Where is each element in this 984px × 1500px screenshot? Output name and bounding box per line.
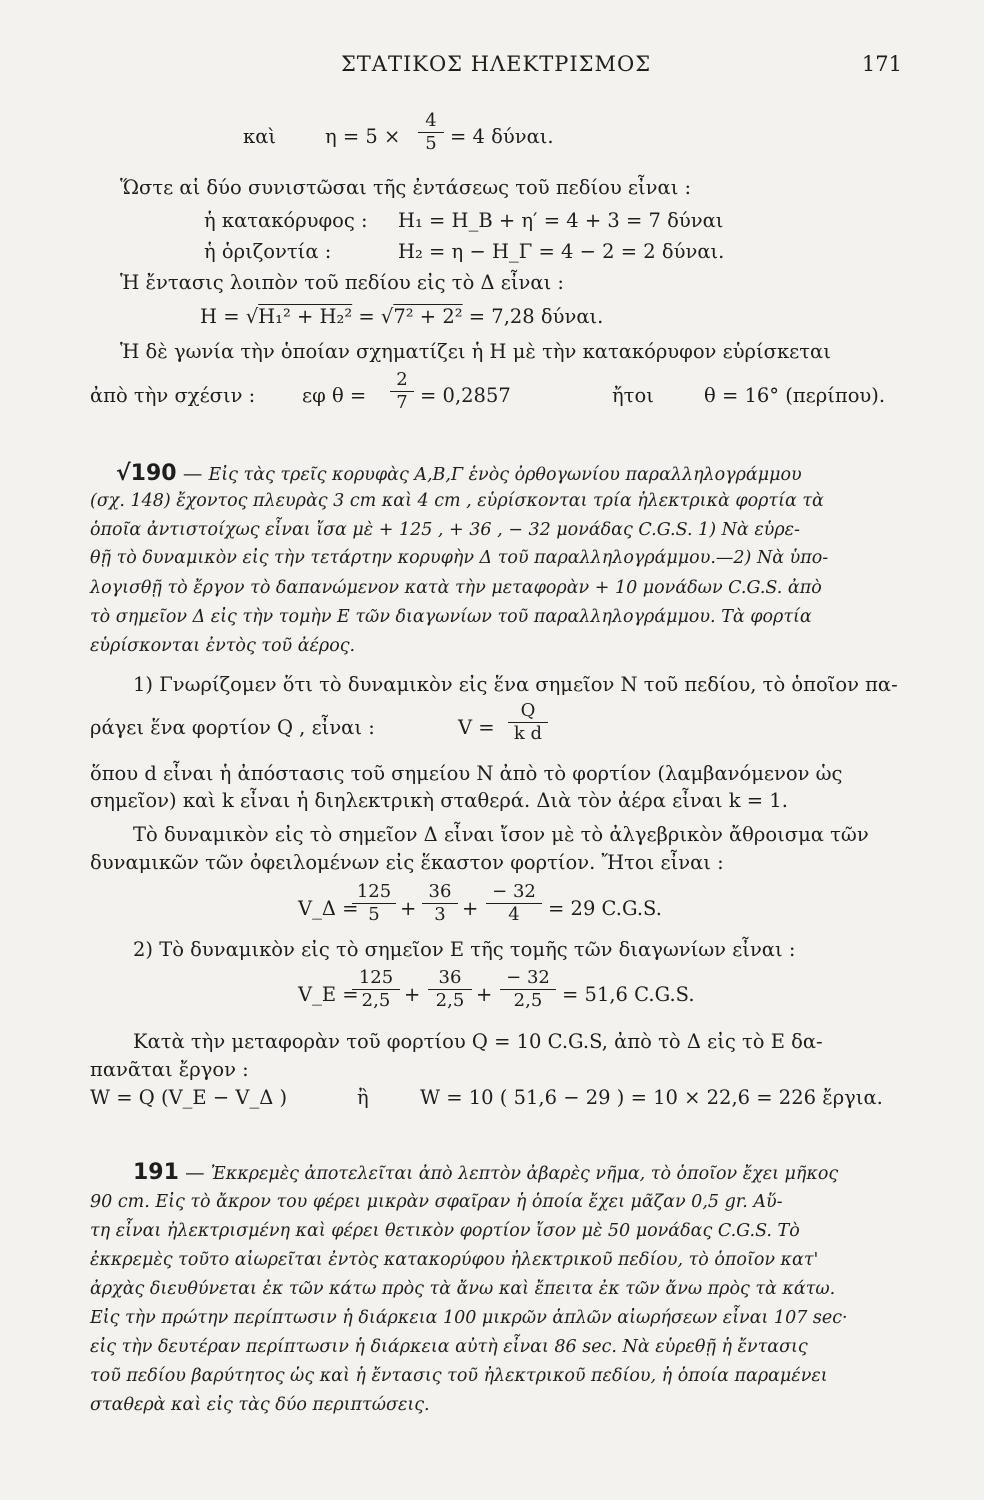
- problem-text: θῇ τὸ δυναμικὸν εἰς τὴν τετάρτην κορυφὴν Δ τοῦ παραλληλογράμμου.—2) Νὰ ὑπο-: [90, 548, 829, 568]
- plus-sign: +: [404, 983, 421, 1006]
- problem-text: εἰς τὴν δευτέραν περίπτωσιν ἡ διάρκεια αὐτὴ εἶναι 86 sec. Νὰ εὑρεθῇ ἡ ἔντασις: [90, 1337, 808, 1357]
- problem-191-line: [133, 1160, 838, 1186]
- equation: V_Δ =: [298, 897, 359, 920]
- equation: H₁ = H_B + η′ = 4 + 3 = 7 δύναι: [398, 209, 724, 232]
- equation: = 51,6 C.G.S.: [562, 983, 695, 1006]
- equation: θ = 16° (περίπου).: [704, 384, 886, 407]
- problem-text: Εἰς τὴν πρώτην περίπτωσιν ἡ διάρκεια 100 μικρῶν ἁπλῶν αἰωρήσεων εἶναι 107 sec·: [90, 1308, 848, 1328]
- text-line: ἢ: [357, 1086, 369, 1109]
- equation: [200, 305, 603, 328]
- numerator: 125: [352, 969, 400, 990]
- running-title: ΣΤΑΤΙΚΟΣ ΗΛΕΚΤΡΙΣΜΟΣ: [340, 52, 652, 76]
- page-header: [90, 52, 902, 92]
- equation: H₂ = η − H_Γ = 4 − 2 = 2 δύναι.: [398, 240, 725, 263]
- problem-text: 90 cm. Εἰς τὸ ἄκρον του φέρει μικρὰν σφαῖραν ἡ ὁποία ἔχει μᾶζαν 0,5 gr. Αὕ-: [90, 1192, 783, 1212]
- denominator: 3: [434, 904, 446, 925]
- text-line: ράγει ἕνα φορτίον Q , εἶναι :: [90, 716, 375, 739]
- plus-sign: +: [400, 897, 417, 920]
- text-line: 2) Τὸ δυναμικὸν εἰς τὸ σημεῖον Ε τῆς τομῆς τῶν διαγωνίων εἶναι :: [133, 938, 796, 961]
- text-line: ἡ ὁριζοντία :: [204, 240, 332, 263]
- fraction: [390, 371, 414, 412]
- dash: —: [182, 462, 203, 485]
- sqrt-sign: = √: [358, 305, 394, 328]
- equation: W = Q (V_E − V_Δ ): [90, 1086, 288, 1109]
- page-number: 171: [861, 52, 902, 76]
- denominator: 4: [508, 904, 520, 925]
- denominator: 5: [368, 904, 380, 925]
- fraction: [352, 969, 400, 1010]
- numerator: 36: [428, 969, 472, 990]
- problem-text: σταθερὰ καὶ εἰς τὰς δύο περιπτώσεις.: [90, 1395, 430, 1415]
- problem-190-line: [116, 461, 802, 487]
- radicand: 7² + 2²: [393, 305, 463, 328]
- denominator: 2,5: [435, 990, 465, 1011]
- result: = 7,28 δύναι.: [468, 305, 604, 328]
- fraction: [428, 969, 472, 1010]
- equation: V =: [458, 716, 495, 739]
- denominator: 2,5: [361, 990, 391, 1011]
- problem-text: Εἰς τὰς τρεῖς κορυφὰς Α,Β,Γ ἑνὸς ὀρθογωνίου παραλληλογράμμου: [208, 465, 802, 485]
- problem-text: ὁποῖα ἀντιστοίχως εἶναι ἴσα μὲ + 125 , + 36 , − 32 μονάδας C.G.S. 1) Νὰ εὑρε-: [90, 520, 800, 540]
- numerator: Q: [508, 702, 548, 723]
- problem-text: εὑρίσκονται ἐντὸς τοῦ ἀέρος.: [90, 636, 356, 656]
- plus-sign: +: [476, 983, 493, 1006]
- problem-text: Ἐκκρεμὲς ἀποτελεῖται ἀπὸ λεπτὸν ἀβαρὲς νῆμα, τὸ ὁποῖον ἔχει μῆκος: [210, 1164, 839, 1184]
- equation: = 0,2857: [420, 384, 511, 407]
- text-line: Κατὰ τὴν μεταφορὰν τοῦ φορτίου Q = 10 C.G.S, ἀπὸ τὸ Δ εἰς τὸ Ε δα-: [133, 1030, 823, 1053]
- numerator: − 32: [500, 969, 556, 990]
- numerator: − 32: [486, 883, 542, 904]
- problem-text: λογισθῇ τὸ ἔργον τὸ δαπανώμενον κατὰ τὴν μεταφορὰν + 10 μονάδων C.G.S. ἀπὸ: [90, 578, 822, 598]
- equation: W = 10 ( 51,6 − 29 ) = 10 × 22,6 = 226 ἔργια.: [420, 1086, 883, 1109]
- text-line: καὶ: [243, 125, 277, 148]
- problem-text: τὸ σημεῖον Δ εἰς τὴν τομὴν Ε τῶν διαγωνίων τοῦ παραλληλογράμμου. Τὰ φορτία: [90, 607, 812, 627]
- denominator: 2,5: [513, 990, 543, 1011]
- problem-text: (σχ. 148) ἔχοντος πλευρὰς 3 cm καὶ 4 cm , εὑρίσκονται τρία ἠλεκτρικὰ φορτία τὰ: [90, 491, 824, 511]
- problem-number: 191: [133, 1160, 179, 1185]
- text-line: Ἡ ἔντασις λοιπὸν τοῦ πεδίου εἰς τὸ Δ εἶναι :: [120, 271, 564, 294]
- radicand: H₁² + H₂²: [258, 305, 353, 328]
- denominator: 7: [396, 392, 408, 413]
- text-line: ὅπου d εἶναι ἡ ἀπόστασις τοῦ σημείου N ἀπὸ τὸ φορτίον (λαμβανόμενον ὡς: [90, 762, 843, 785]
- problem-text: ἀρχὰς διευθύνεται ἐκ τῶν κάτω πρὸς τὰ ἄνω καὶ ἔπειτα ἐκ τῶν ἄνω πρὸς τὰ κάτω.: [90, 1279, 836, 1299]
- plus-sign: +: [462, 897, 479, 920]
- fraction: [422, 883, 458, 924]
- text-line: πανᾶται ἔργον :: [90, 1058, 249, 1081]
- text-line: Ἡ δὲ γωνία τὴν ὁποίαν σχηματίζει ἡ H μὲ τὴν κατακόρυφον εὑρίσκεται: [120, 340, 831, 363]
- text-line: ἤτοι: [612, 384, 654, 407]
- fraction: [508, 702, 548, 743]
- denominator: k d: [513, 723, 543, 744]
- text-line: 1) Γνωρίζομεν ὅτι τὸ δυναμικὸν εἰς ἕνα σημεῖον N τοῦ πεδίου, τὸ ὁποῖον πα-: [133, 673, 898, 696]
- text-line: ἀπὸ τὴν σχέσιν :: [90, 384, 256, 407]
- text-line: ἡ κατακόρυφος :: [204, 209, 368, 232]
- sqrt-sign: H = √: [200, 305, 259, 328]
- problem-text: τοῦ πεδίου βαρύτητος ὡς καὶ ἡ ἔντασις τοῦ ἠλεκτρικοῦ πεδίου, ἡ ὁποία παραμένει: [90, 1366, 828, 1386]
- text-line: Τὸ δυναμικὸν εἰς τὸ σημεῖον Δ εἶναι ἴσον μὲ τὸ ἀλγεβρικὸν ἄθροισμα τῶν: [133, 823, 869, 846]
- numerator: 2: [390, 371, 414, 392]
- problem-text: τη εἶναι ἠλεκτρισμένη καὶ φέρει θετικὸν φορτίον ἴσον μὲ 50 μονάδας C.G.S. Τὸ: [90, 1221, 800, 1241]
- equation: = 29 C.G.S.: [548, 897, 662, 920]
- equation: V_E =: [298, 983, 359, 1006]
- fraction: [486, 883, 542, 924]
- text-line: δυναμικῶν τῶν ὀφειλομένων εἰς ἕκαστον φορτίον. Ἤτοι εἶναι :: [90, 851, 724, 874]
- fraction: [418, 112, 444, 153]
- problem-number: √190: [116, 461, 177, 486]
- fraction: [352, 883, 396, 924]
- fraction: [500, 969, 556, 1010]
- numerator: 125: [352, 883, 396, 904]
- text-line: Ὥστε αἱ δύο συνιστῶσαι τῆς ἐντάσεως τοῦ πεδίου εἶναι :: [120, 176, 692, 199]
- equation: η = 5 ×: [325, 125, 401, 148]
- equation: εφ θ =: [302, 384, 367, 407]
- numerator: 36: [422, 883, 458, 904]
- denominator: 5: [425, 133, 437, 154]
- text-line: σημεῖον) καὶ k εἶναι ἡ διηλεκτρικὴ σταθερά. Διὰ τὸν ἀέρα εἶναι k = 1.: [90, 789, 788, 812]
- problem-text: ἐκκρεμὲς τοῦτο αἰωρεῖται ἐντὸς κατακορύφου ἠλεκτρικοῦ πεδίου, τὸ ὁποῖον κατ': [90, 1250, 819, 1270]
- dash: —: [185, 1161, 205, 1184]
- equation: = 4 δύναι.: [450, 125, 554, 148]
- numerator: 4: [418, 112, 444, 133]
